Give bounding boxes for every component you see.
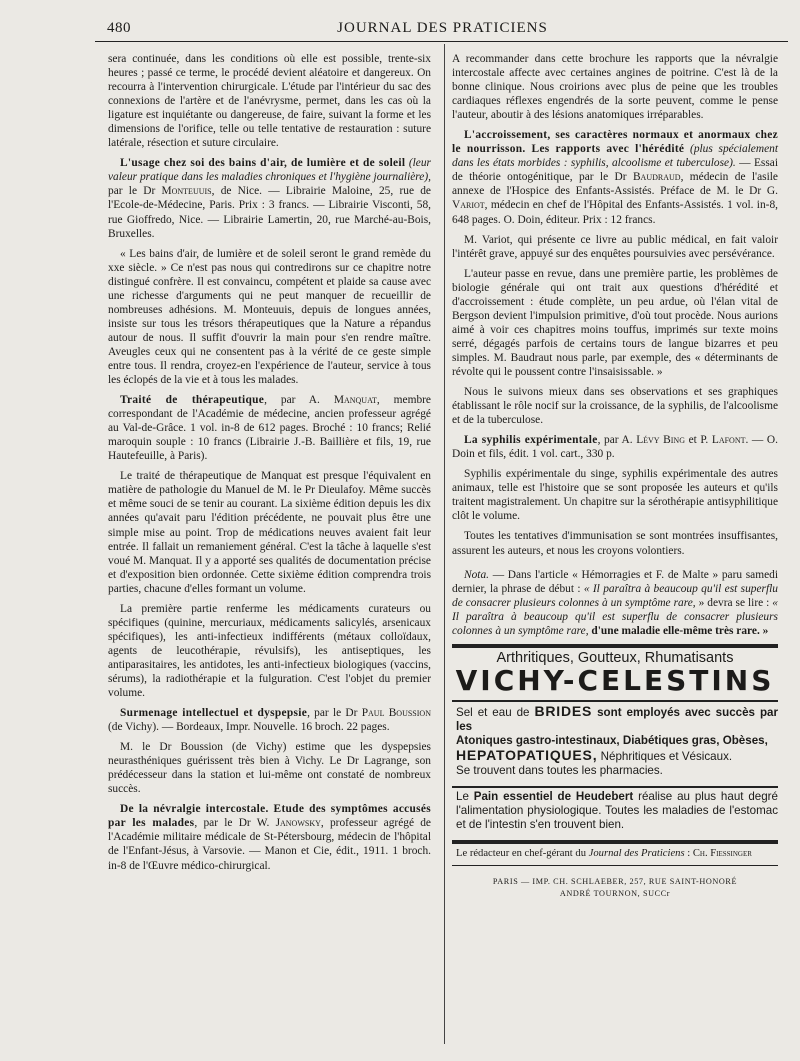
journal-title: JOURNAL DES PRATICIENS — [337, 20, 548, 36]
review-bains-dair-heading — [108, 156, 431, 240]
nota-text: » devra se lire : — [698, 596, 770, 609]
ad-text: réalise au plus haut degré l'alimentation physiologique. Toutes les maladies de l'estomac et de l'intestin s'en trouvent bien. — [456, 789, 778, 831]
review-nevralgie-heading — [108, 802, 431, 872]
nota-quote: « Il paraîtra à beaucoup qu'il est superflu de consacrer plusieurs colonnes à un symptôme rare, — [452, 596, 778, 637]
review-paragraph: L'auteur passe en revue, dans une première partie, les problèmes de biologie générale qui ont trait aux questions d'hérédité et d'accroissement : étude complète, un peu ardue, où l'élan vital de Bergson devient l'impulsion primitive, d'où tout procède. Nous aurions aimé à voir ces chapitres moins touffus, imprimés sur texte moins serré, dégagés parfois de certains tours de langue bizarres et peu simples. M. Baudraut nous parle, par exemple, des « déterminants de révolte qui le poussent contre l'insaisissable. » — [452, 267, 778, 378]
review-syphilis-heading — [452, 433, 778, 461]
review-title: L'accroissement, ses caractères normaux et anormaux chez le nourrisson. Les rapports avec l'hérédité — [452, 129, 778, 156]
review-paragraph: M. Variot, qui présente ce livre au public médical, en fait valoir l'intérêt grave, appuyé sur des enquêtes poursuivies avec persévérance. — [452, 233, 778, 260]
ad-brides-brand: BRIDES — [534, 702, 593, 719]
review-paragraph: « Les bains d'air, de lumière et de soleil seront le grand remède du xxe siècle. » Ce n'est pas nous qui contredirons sur ce chapitre notre distingué confrère. Il est convaincu, compétent et plaide sa cause avec une richesse d'arguments qui ne peut manquer de recueillir de nombreuses adhésions. M. Monteuuis, depuis de longues années, insiste sur tous les trésors thérapeutiques que la Nature a répandus autour de nous. Il suffit d'ouvrir la main pour s'en rendre maître. Aveugles ceux qui ne consentent pas à la vérité de ce geste simple entre tous. Il rendra, croyez-en l'expérience de l'auteur, service à tous les éclopés de la vie et à tous les malades. — [108, 247, 431, 387]
review-publication: et P. — [688, 434, 709, 447]
review-publication: , médecin en chef de l'Hôpital des Enfants-Assistés. 1 vol. in-8, 648 pages. O. Doin, éditeur. Prix : 12 francs. — [452, 199, 778, 226]
review-title: Traité de thérapeutique — [120, 394, 265, 407]
review-subtitle: (leur valeur pratique dans les maladies chroniques et l'hygiène journalière), — [108, 157, 431, 184]
ad-text: Atoniques gastro-intestinaux, Diabétiques gras, Obèses, — [456, 733, 768, 747]
review-publication: , par A. — [597, 434, 633, 447]
ad-brides — [452, 704, 778, 778]
review-author: Monteuuis — [161, 185, 212, 198]
review-publication: — Essai de théorie ontogénitique, par le Dr — [452, 157, 778, 184]
review-author: Variot — [452, 199, 485, 212]
nota-quote: « Il paraîtra à beaucoup qu'il est superflu de consacrer plusieurs colonnes à un symptôme rare, — [452, 582, 778, 609]
review-paragraph: Syphilis expérimentale du singe, syphilis expérimentale des autres animaux, telle est l'histoire que se sont proposée les auteurs et qu'ils traitent magistralement. Un chapitre sur la sérothérapie antisyphilitique clôt le volume. — [452, 468, 778, 523]
review-paragraph: Le traité de thérapeutique de Manquat est presque l'équivalent en matière de pathologie du Manuel de M. le Pr Dieulafoy. Même succès et même souci de se tenir au courant. La sixième édition depuis les dix années qu'avait paru l'édition précédente, ne pouvait plus être une simple mise au point. Trop de médications neuves avaient fait leur entrée. Il fallait un remaniement général. C'est la tâche à laquelle s'est voué M. Manquat. Il y a apporté ses qualités de documentation précise et d'exposition bien ordonnée. Cette sixième édition comprendra trois parties, chacune d'elles formant un volume. — [108, 470, 431, 595]
review-paragraph: Toutes les tentatives d'immunisation se sont montrées insuffisantes, assurent les auteurs, et nous les croyons volontiers. — [452, 530, 778, 557]
review-publication: par le Dr — [108, 185, 156, 198]
ad-vichy-brand: VICHY-CELESTINS — [455, 663, 775, 697]
ad-rule — [452, 700, 778, 702]
review-publication: , par A. — [264, 394, 320, 407]
review-therapeutique-heading — [108, 393, 431, 463]
nota-label: Nota. — [464, 568, 490, 581]
printer-imprint — [452, 876, 778, 900]
nota-text: — Dans l'article « Hémorragies et F. de Malte » paru samedi dernier, la phrase de début : — [452, 568, 778, 595]
review-paragraph: A recommander dans cette brochure les rapports que la névralgie intercostale affecte avec certaines angines de poitrine. C'est là de la bonne clinique. Nous croirions avec plus de peine que les troubles cardiaques réflexes engendrés de la sorte peuvent, comme le pense l'auteur, aboutir à des lésions anatomiques irréparables. — [452, 53, 778, 122]
review-publication: . — O. Doin et fils, édit. 1 vol. cart., 330 p. — [452, 434, 778, 461]
ad-heudebert-brand: Pain essentiel de Heudebert — [473, 789, 634, 803]
review-author: Manquat — [333, 394, 377, 407]
review-publication: , médecin de l'asile annexe de l'Hospice des Enfants-Assistés. Préface de M. le Dr G. — [452, 171, 778, 198]
ad-rule — [452, 786, 778, 788]
paragraph-anevrysme: sera continuée, dans les conditions où elle est possible, trente-six heures ; passé ce terme, le procédé devient aléatoire et dangereux. On recourra à l'intervention chirurgicale. L'étude par l'intérieur du sac des connexions de l'artère et de l'anévrysme, permet, dans les cas où la ligature est inquiétante ou dangereuse, de faire, suivant la forme et les dimensions de l'orifice, telle ou telle tentative de restauration : suture latérale, résection et suture circulaire. — [108, 53, 431, 150]
nota-correction: d'une maladie elle-même très rare. » — [591, 624, 769, 637]
ad-rule — [452, 644, 778, 648]
review-paragraph: Nous le suivons mieux dans ses observations et ses graphiques établissant le rôle nocif sur la croissance, de la syphilis, de l'alcoolisme et de la tuberculose. — [452, 386, 778, 427]
review-subtitle: (plus spécialement dans les états morbides : syphilis, alcoolisme et tuberculose). — [452, 143, 778, 170]
ad-text: Néphritiques et Vésicaux. — [600, 749, 733, 763]
ad-heudebert — [452, 790, 778, 832]
review-publication: , par le Dr — [307, 707, 358, 720]
header-rule — [95, 41, 788, 42]
left-column — [108, 52, 431, 873]
review-title: La syphilis expérimentale — [464, 434, 598, 447]
review-title: De la névralgie intercostale. Etude des symptômes accusés par les malades — [108, 803, 431, 830]
editor-text: Le rédacteur en chef-gérant du — [456, 847, 586, 859]
review-publication: , membre correspondant de l'Académie de médecine, ancien professeur agrégé au Val-de-Grâce. 1 vol. in-8 de 612 pages. Broché : 10 francs; Relié maroquin souple : 10 francs (Librairie J.-B. Baillière et fils, 19, rue Hautefeuille, à Paris). — [108, 394, 431, 463]
review-publication: , de Nice. — Librairie Maloine, 25, rue de l'Ecole-de-Médecine, Paris. Prix : 3 francs. — Librairie Visconti, 58, rue Gioffredo, Nice. — Librairie Lamertin, 20, rue Marché-au-Bois, Bruxelles. — [108, 185, 431, 240]
review-paragraph: M. le Dr Boussion (de Vichy) estime que les dyspepsies neurasthéniques guérissent très bien à Vichy. Le Dr Lagrange, son prédécesseur dans la station et lui-même ont constaté de nombreux succès. — [108, 741, 431, 796]
imprint-line: ANDRÉ TOURNON, SUCCr — [559, 888, 671, 898]
right-column — [452, 52, 778, 900]
ad-hepato-brand: HEPATOPATIQUES, — [456, 746, 598, 763]
review-title: Surmenage intellectuel et dyspepsie — [120, 707, 308, 720]
ad-rule — [452, 840, 778, 844]
nota-erratum — [452, 568, 778, 638]
review-publication: , professeur agrégé de l'Académie militaire médicale de St-Pétersbourg, médecin de l'hôpital de l'Enfant-Jésus, à Varsovie. — Manon et Cie, édit., 1911. 1 broch. in-8 de l'Œuvre médico-chirurgical. — [108, 817, 431, 872]
ad-vichy-tagline: Arthritiques, Goutteux, Rhumatisants — [496, 649, 734, 666]
editor-journal: Journal des Praticiens — [588, 847, 685, 859]
column-divider — [444, 44, 445, 1044]
review-paragraph: La première partie renferme les médicaments curateurs ou spécifiques (quinine, mercuriaux, médicaments salicylés, arsenicaux spécifiques), les anti-infectieux indifférents (métaux colloïdaux, agents de leucothérapie, révulsifs), les antiseptiques, les antiparasitaires, les antidotes, les anti-infectieux biologiques (vaccins, sérums), la radiothérapie et la fulguration. C'est l'objet du premier volume. — [108, 602, 431, 700]
review-title: L'usage chez soi des bains d'air, de lumière et de soleil — [120, 157, 406, 170]
review-author: Paul Boussion — [361, 707, 431, 720]
review-publication: (de Vichy). — Bordeaux, Impr. Nouvelle. 16 broch. 22 pages. — [108, 721, 390, 734]
review-author: Baudraud — [632, 171, 681, 184]
review-author: Lévy Bing — [636, 434, 685, 447]
ad-text: Sel et eau de — [456, 705, 530, 719]
review-author: Janowsky — [275, 817, 321, 830]
review-surmenage-heading — [108, 706, 431, 734]
page-header — [95, 20, 790, 42]
editor-name: : Ch. Fiessinger — [687, 847, 752, 859]
review-accroissement-heading — [452, 128, 778, 226]
editor-line — [452, 847, 778, 861]
ad-text: Le — [456, 789, 469, 803]
footer-rule — [452, 865, 778, 866]
review-author: Lafont — [711, 434, 746, 447]
review-publication: , par le Dr W. — [194, 817, 270, 830]
ad-text: sont employés avec succès par les — [456, 705, 778, 733]
page-number: 480 — [107, 20, 131, 36]
imprint-line: PARIS — IMP. CH. SCHLAEBER, 257, RUE SAINT-HONORÉ — [492, 876, 738, 886]
ad-text: Se trouvent dans toutes les pharmacies. — [456, 763, 663, 777]
